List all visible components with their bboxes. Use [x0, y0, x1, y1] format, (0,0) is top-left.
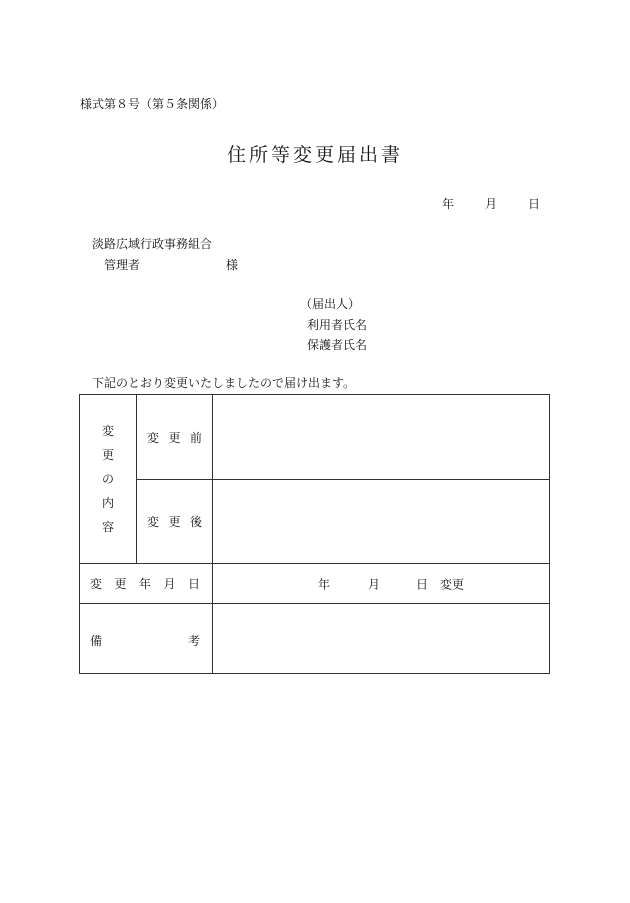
change-date-label-cell	[80, 564, 213, 604]
document-title: 住所等変更届出書	[226, 144, 403, 166]
remarks-field[interactable]	[213, 604, 550, 674]
before-change-label-cell	[137, 395, 213, 480]
header-date-day: 日	[528, 197, 541, 211]
content-label-char: の	[101, 472, 114, 486]
content-label-char: 変	[101, 424, 114, 438]
change-date-day-change: 日 変更	[416, 577, 465, 591]
after-label-char: 変	[147, 515, 160, 529]
remarks-label-char: 考	[187, 634, 200, 648]
guardian-name-label: 保護者氏名	[307, 338, 368, 352]
before-label-char: 前	[189, 430, 202, 445]
change-date-year: 年	[318, 577, 331, 591]
form-number: 様式第８号（第５条関係）	[80, 97, 225, 111]
header-date-month: 月	[485, 197, 498, 211]
after-change-field[interactable]	[213, 480, 550, 564]
remarks-label-cell	[80, 604, 213, 674]
content-label-char: 内	[101, 496, 114, 510]
before-label-char: 更	[168, 430, 181, 445]
date-label-char: 月	[163, 577, 176, 591]
change-content-label-cell	[80, 395, 137, 564]
after-label-char: 後	[189, 515, 202, 529]
change-date-month: 月	[368, 577, 381, 591]
date-label-char: 更	[114, 577, 127, 591]
change-form-table	[79, 394, 550, 674]
user-name-label: 利用者氏名	[307, 318, 368, 332]
before-change-field[interactable]	[213, 395, 550, 480]
date-label-char: 日	[187, 577, 200, 591]
date-label-char: 変	[90, 577, 103, 591]
after-label-char: 更	[168, 515, 181, 529]
content-label-char: 更	[101, 448, 114, 462]
date-label-char: 年	[138, 577, 151, 591]
addressee-organization: 淡路広域行政事務組合	[92, 237, 213, 251]
before-label-char: 変	[147, 430, 160, 445]
after-change-label-cell	[137, 480, 213, 564]
notifier-label: （届出人）	[300, 297, 361, 311]
change-date-field[interactable]	[213, 564, 550, 604]
addressee-honorific: 様	[226, 258, 239, 272]
header-date-year: 年	[442, 197, 455, 211]
intro-text: 下記のとおり変更いたしましたので届け出ます。	[92, 376, 356, 390]
remarks-label-char: 備	[90, 634, 103, 648]
content-label-char: 容	[101, 520, 114, 534]
addressee-manager: 管理者	[104, 258, 141, 272]
